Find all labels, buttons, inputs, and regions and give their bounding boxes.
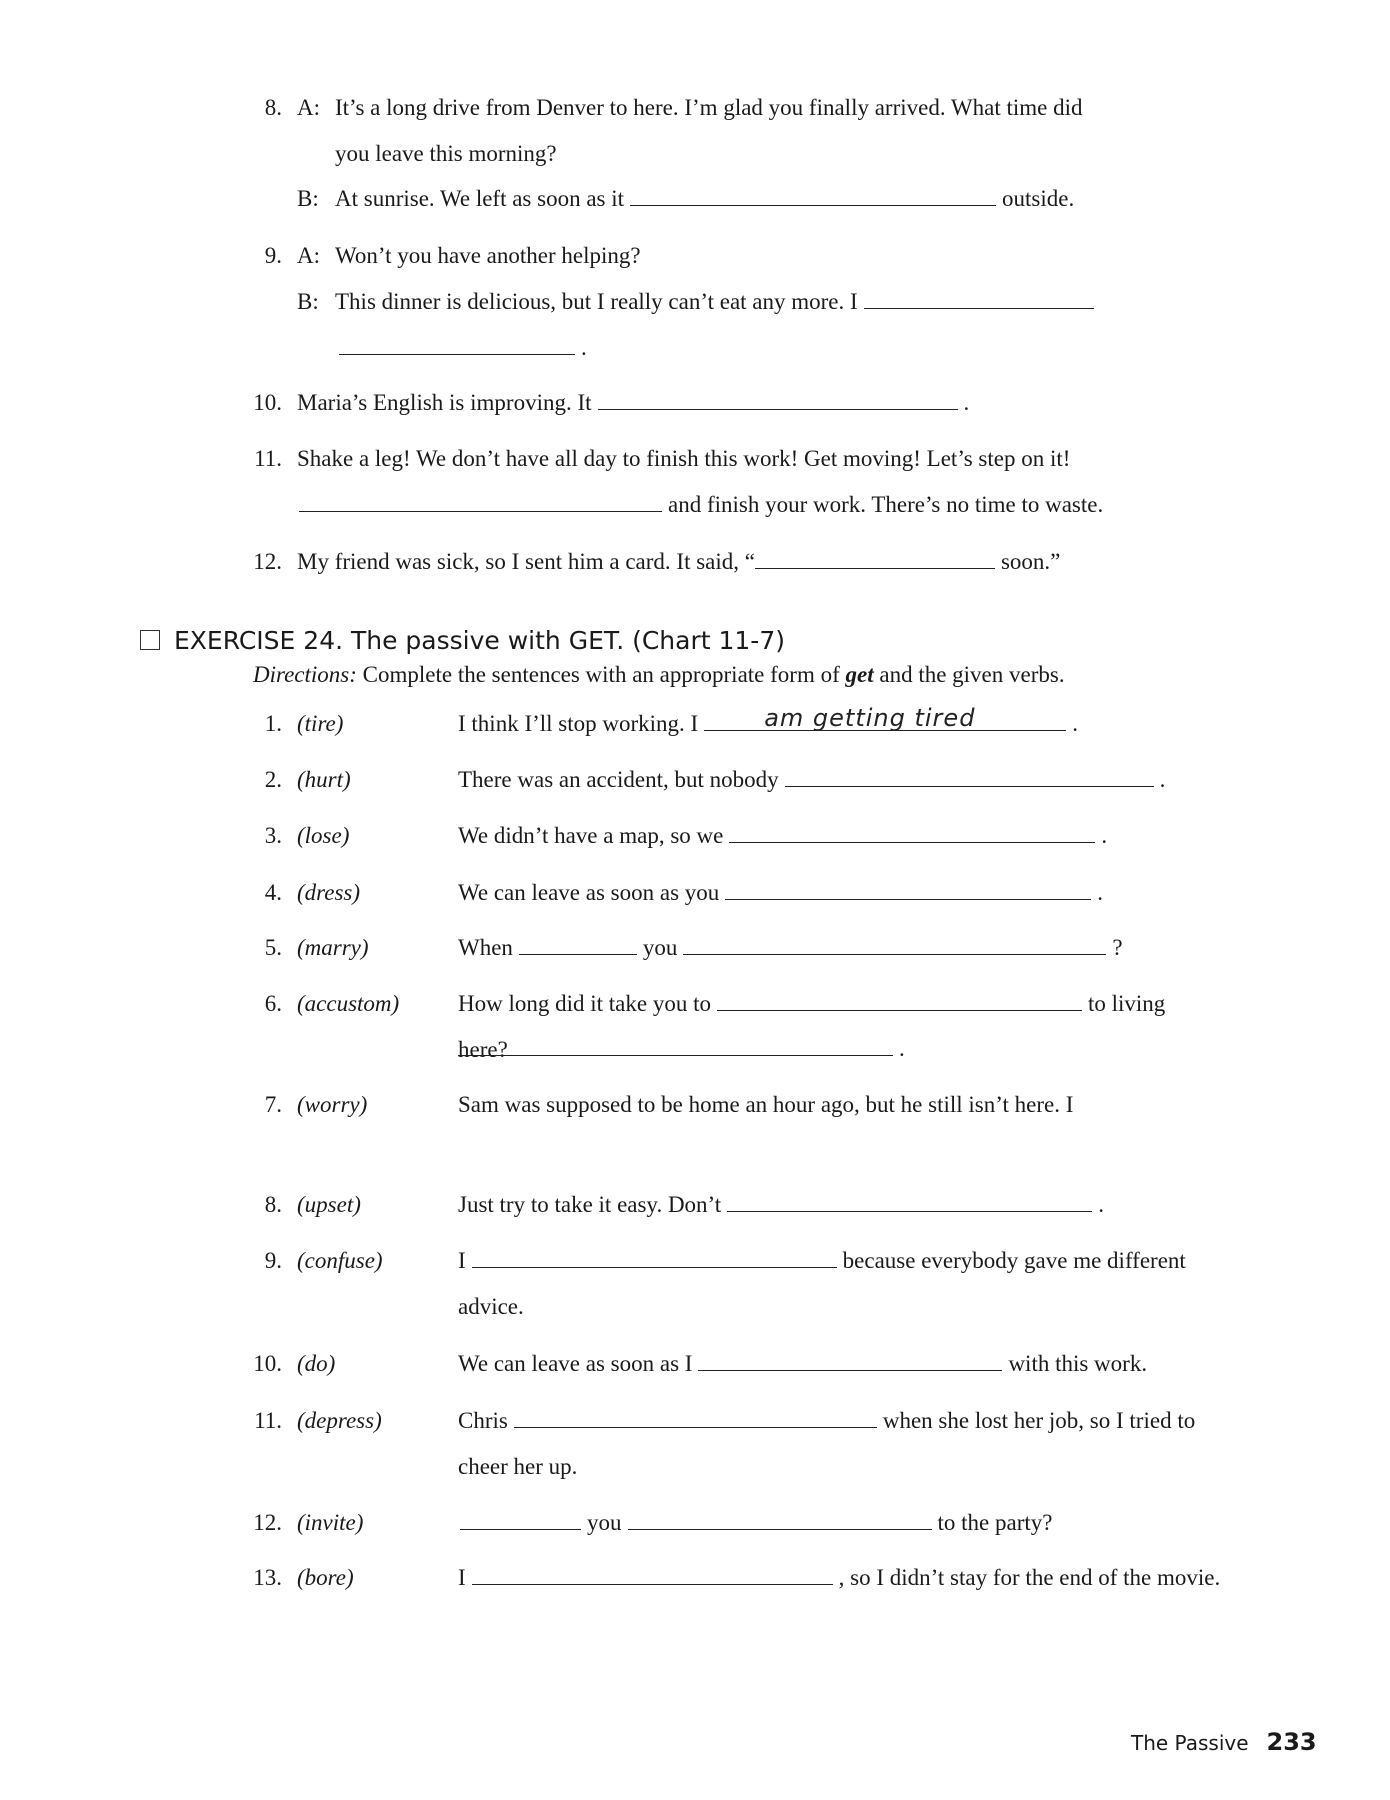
sentence-text: because everybody gave me different	[842, 1248, 1186, 1273]
answer-blank[interactable]	[698, 1350, 1002, 1371]
sentence-text: We can leave as soon as I	[458, 1351, 693, 1376]
sentence-text: I think I’ll stop working. I	[458, 711, 699, 736]
item-verb: (tire)	[297, 711, 344, 736]
item-number: 13.	[253, 1565, 282, 1590]
item-verb: (depress)	[297, 1408, 382, 1433]
exercise-item-cont: advice.	[458, 1294, 524, 1319]
item-verb: (upset)	[297, 1192, 361, 1217]
answer-blank[interactable]	[460, 1509, 581, 1530]
item-verb: (do)	[297, 1351, 336, 1376]
item-number: 7.	[264, 1092, 282, 1117]
sentence-text: Chris	[458, 1408, 508, 1433]
sentence-text: There was an accident, but nobody	[458, 767, 779, 792]
answer-blank[interactable]	[514, 1407, 877, 1428]
answer-blank[interactable]	[704, 704, 1066, 732]
line-text: .	[581, 335, 587, 360]
answer-blank[interactable]	[755, 548, 995, 569]
sentence-text: We can leave as soon as you	[458, 880, 720, 905]
item-number: 8.	[264, 1192, 282, 1217]
item-number: 1.	[264, 711, 282, 736]
item-verb: (bore)	[297, 1565, 354, 1590]
item-number: 3.	[264, 823, 282, 848]
speaker-b: B:	[297, 186, 319, 211]
sentence-text: you	[642, 935, 678, 960]
speaker-b: B:	[297, 289, 319, 314]
item-verb: (hurt)	[297, 767, 351, 792]
sentence-text: .	[1072, 711, 1078, 736]
item-number: 12.	[253, 549, 282, 574]
item-number: 9.	[264, 243, 282, 268]
line-text: At sunrise. We left as soon as it	[335, 186, 625, 211]
item-number: 4.	[264, 880, 282, 905]
prev-item-9-cont	[339, 334, 587, 362]
answer-blank[interactable]	[727, 1191, 1092, 1212]
item-number: 12.	[253, 1510, 282, 1535]
sentence-text: to the party?	[937, 1510, 1053, 1535]
sentence-text: .	[1097, 880, 1104, 905]
sentence-text: I	[458, 1248, 466, 1273]
sentence-text: When	[458, 935, 513, 960]
line-text: .	[963, 390, 970, 415]
exercise-item-cont	[458, 1035, 905, 1063]
sentence-text: .	[1159, 767, 1166, 792]
line-text: and finish your work. There’s no time to waste.	[668, 492, 1104, 517]
sentence-text: How long did it take you to	[458, 991, 711, 1016]
line-text: This dinner is delicious, but I really can’t eat any more. I	[335, 289, 858, 314]
answer-blank[interactable]	[519, 934, 637, 955]
sentence-text: .	[899, 1036, 905, 1061]
sentence-text: , so I didn’t stay for the end of the movie.	[838, 1565, 1221, 1590]
answer-blank[interactable]	[717, 990, 1082, 1011]
sentence-text: Just try to take it easy. Don’t	[458, 1192, 722, 1217]
item-number: 11.	[254, 1408, 282, 1433]
speaker-a: A:	[297, 95, 320, 120]
item-number: 11.	[254, 446, 282, 471]
item-number: 6.	[264, 991, 282, 1016]
answer-blank[interactable]	[729, 822, 1095, 843]
sentence-text: with this work.	[1008, 1351, 1148, 1376]
answer-blank[interactable]	[683, 934, 1106, 955]
answer-blank[interactable]	[864, 288, 1094, 309]
answer-blank[interactable]	[472, 1564, 833, 1585]
directions-text: Complete the sentences with an appropriate form of	[362, 662, 840, 687]
sentence-text: .	[1098, 1192, 1104, 1217]
page-number: 233	[1266, 1728, 1317, 1756]
line-text: Maria’s English is improving. It	[297, 390, 592, 415]
exercise-item-cont: cheer her up.	[458, 1454, 578, 1479]
answer-blank[interactable]	[628, 1509, 932, 1530]
item-number: 5.	[264, 935, 282, 960]
answer-blank[interactable]	[339, 334, 575, 355]
section-title: The Passive	[1131, 1731, 1249, 1755]
page-footer	[1131, 1728, 1317, 1756]
answer-blank[interactable]	[598, 389, 958, 410]
speaker-a: A:	[297, 243, 320, 268]
sentence-text: I	[458, 1565, 466, 1590]
exercise-item-cont: here?	[458, 1037, 508, 1062]
exercise-title-text: EXERCISE 24. The passive with GET. (Chart 11-7)	[174, 626, 785, 655]
line-text: It’s a long drive from Denver to here. I’m glad you finally arrived. What time did	[335, 95, 1083, 120]
item-verb: (lose)	[297, 823, 350, 848]
sentence-text: to living	[1087, 991, 1166, 1016]
sentence-text: We didn’t have a map, so we	[458, 823, 724, 848]
line-text: Shake a leg! We don’t have all day to finish this work! Get moving! Let’s step on it!	[297, 446, 1071, 471]
item-number: 2.	[264, 767, 282, 792]
checkbox-icon[interactable]	[140, 630, 160, 650]
item-verb: (marry)	[297, 935, 369, 960]
sentence-text: ?	[1112, 935, 1123, 960]
item-verb: (accustom)	[297, 991, 400, 1016]
item-verb: (dress)	[297, 880, 361, 905]
answer-blank[interactable]	[785, 766, 1154, 787]
sentence-text: .	[1101, 823, 1108, 848]
sentence-text: you	[587, 1510, 622, 1535]
item-number: 8.	[264, 95, 282, 120]
handwritten-answer: am getting tired	[764, 704, 976, 732]
directions-label: Directions:	[253, 662, 357, 687]
prev-item-11-cont	[299, 491, 1103, 519]
item-verb: (invite)	[297, 1510, 364, 1535]
item-number: 10.	[253, 390, 282, 415]
answer-blank[interactable]	[472, 1247, 837, 1268]
line-text: outside.	[1002, 186, 1075, 211]
line-text: soon.”	[1000, 549, 1061, 574]
prev-item-8-cont: you leave this morning?	[335, 141, 557, 166]
sentence-text: Sam was supposed to be home an hour ago, but he still isn’t here. I	[458, 1092, 1074, 1117]
exercise-title	[140, 626, 785, 655]
directions-text: and the given verbs.	[879, 662, 1065, 687]
line-text: Won’t you have another helping?	[335, 243, 641, 268]
item-number: 10.	[253, 1351, 282, 1376]
sentence-text: when she lost her job, so I tried to	[882, 1408, 1196, 1433]
answer-blank[interactable]	[299, 491, 662, 512]
directions	[253, 661, 1065, 689]
item-verb: (worry)	[297, 1092, 368, 1117]
answer-blank[interactable]	[458, 1035, 893, 1056]
item-verb: (confuse)	[297, 1248, 383, 1273]
directions-keyword: get	[845, 662, 874, 687]
answer-blank[interactable]	[630, 185, 996, 206]
line-text: My friend was sick, so I sent him a card. It said, “	[297, 549, 755, 574]
item-number: 9.	[264, 1248, 282, 1273]
answer-blank[interactable]	[725, 879, 1091, 900]
